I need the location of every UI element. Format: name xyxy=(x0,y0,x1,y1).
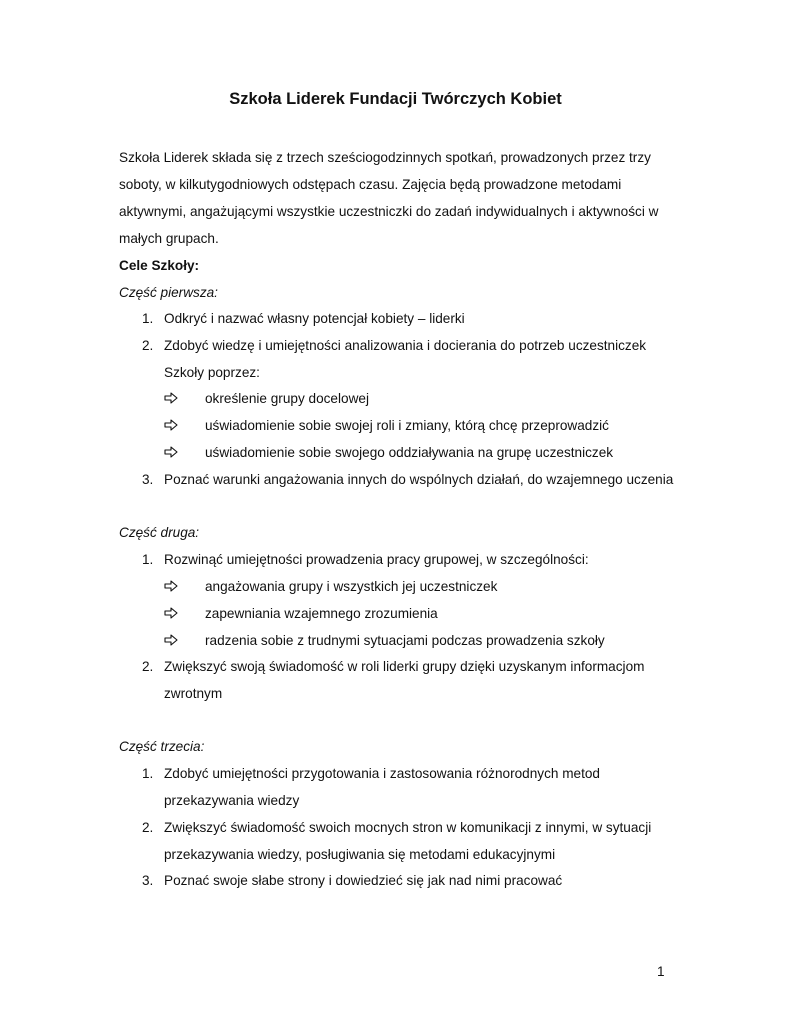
part3-item2-cont: przekazywania wiedzy, posługiwania się metodami edukacyjnymi xyxy=(164,847,556,862)
part2-item2-cont: zwrotnym xyxy=(164,686,223,701)
right-arrow-outline-icon xyxy=(164,634,178,646)
list-number: 2. xyxy=(142,659,154,674)
goals-heading: Cele Szkoły: xyxy=(119,258,200,273)
part1-item3: Poznać warunki angażowania innych do wspólnych działań, do wzajemnego uczenia xyxy=(164,472,674,487)
list-number: 2. xyxy=(142,820,154,835)
intro-line: Szkoła Liderek składa się z trzech sześciogodzinnych spotkań, prowadzonych przez trzy xyxy=(119,150,651,165)
part1-item1: Odkryć i nazwać własny potencjał kobiety – liderki xyxy=(164,311,465,326)
right-arrow-outline-icon xyxy=(164,446,178,458)
intro-line: małych grupach. xyxy=(119,231,219,246)
right-arrow-outline-icon xyxy=(164,607,178,619)
part3-item2: Zwiększyć świadomość swoich mocnych stron w komunikacji z innymi, w sytuacji xyxy=(164,820,652,835)
part1-item2-cont: Szkoły poprzez: xyxy=(164,365,260,380)
part1-bullet: określenie grupy docelowej xyxy=(205,391,369,406)
list-number: 3. xyxy=(142,472,154,487)
part2-bullet: zapewniania wzajemnego zrozumienia xyxy=(205,606,438,621)
right-arrow-outline-icon xyxy=(164,419,178,431)
list-number: 2. xyxy=(142,338,154,353)
part3-heading: Część trzecia: xyxy=(119,739,205,754)
intro-line: soboty, w kilkutygodniowych odstępach czasu. Zajęcia będą prowadzone metodami xyxy=(119,177,622,192)
part2-bullet: angażowania grupy i wszystkich jej uczestniczek xyxy=(205,579,498,594)
part1-bullet: uświadomienie sobie swojego oddziaływania na grupę uczestniczek xyxy=(205,445,614,460)
part2-heading: Część druga: xyxy=(119,525,200,540)
document-title: Szkoła Liderek Fundacji Twórczych Kobiet xyxy=(229,90,562,108)
part3-item1: Zdobyć umiejętności przygotowania i zastosowania różnorodnych metod xyxy=(164,766,600,781)
list-number: 1. xyxy=(142,552,154,567)
right-arrow-outline-icon xyxy=(164,392,178,404)
page-number: 1 xyxy=(657,964,665,979)
part3-item1-cont: przekazywania wiedzy xyxy=(164,793,300,808)
part2-bullet: radzenia sobie z trudnymi sytuacjami podczas prowadzenia szkoły xyxy=(205,633,605,648)
list-number: 3. xyxy=(142,873,154,888)
part2-item2: Zwiększyć swoją świadomość w roli liderki grupy dzięki uzyskanym informacjom xyxy=(164,659,645,674)
list-number: 1. xyxy=(142,766,154,781)
part1-bullet: uświadomienie sobie swojej roli i zmiany, którą chcę przeprowadzić xyxy=(205,418,609,433)
part3-item3: Poznać swoje słabe strony i dowiedzieć się jak nad nimi pracować xyxy=(164,873,563,888)
intro-line: aktywnymi, angażującymi wszystkie uczestniczki do zadań indywidualnych i aktywności w xyxy=(119,204,659,219)
list-number: 1. xyxy=(142,311,154,326)
right-arrow-outline-icon xyxy=(164,580,178,592)
part1-item2: Zdobyć wiedzę i umiejętności analizowania i docierania do potrzeb uczestniczek xyxy=(164,338,647,353)
part2-item1: Rozwinąć umiejętności prowadzenia pracy grupowej, w szczególności: xyxy=(164,552,589,567)
part1-heading: Część pierwsza: xyxy=(119,285,218,300)
